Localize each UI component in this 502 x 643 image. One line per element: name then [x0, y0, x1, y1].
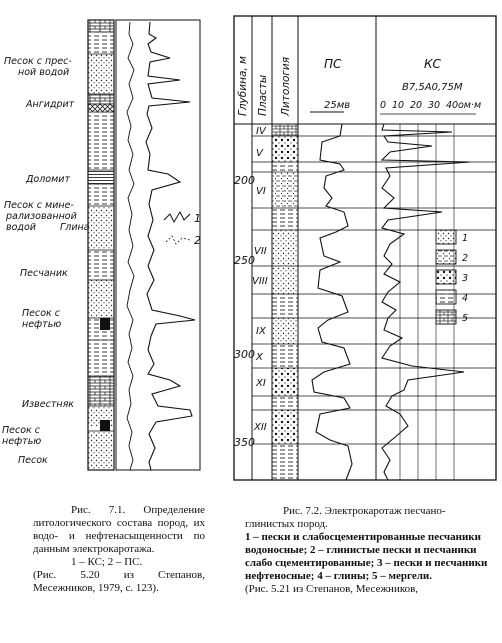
layer-viii: VIII [252, 276, 268, 287]
caption1-source: (Рис. 5.20 из Степанов, Месежников, 1979, с. 123). [33, 569, 205, 594]
col-header-ps: ПС [324, 57, 342, 71]
label-clay: Глина [60, 222, 90, 233]
depth-300: 300 [234, 348, 255, 361]
legend-2: 2 [462, 253, 469, 264]
label-limestone: Известняк [22, 399, 75, 410]
ks-probe-label: B7,5A0,75M [402, 82, 463, 93]
layer-xii: XII [254, 422, 267, 433]
layer-vii: VII [254, 246, 267, 257]
curve-label-1: 1 [194, 212, 201, 225]
figure-7-2 [232, 12, 498, 484]
layer-ix: IX [256, 326, 266, 337]
caption2-source: (Рис. 5.21 из Степанов, Месежников, [245, 583, 419, 595]
ks-tick-20: 20 [410, 100, 423, 111]
depth-200: 200 [234, 174, 255, 187]
caption1-title: Рис. 7.1. Определение литологического состава пород, их водо- и нефтенасыщенности по данным электрокаротажа. [33, 504, 205, 555]
ks-tick-30: 30 [428, 100, 441, 111]
layer-vi: VI [256, 186, 266, 197]
legend-fig2 [436, 230, 468, 324]
ks-tick-40: 40 [446, 100, 459, 111]
layer-x: X [256, 352, 263, 363]
legend-curve-2 [166, 236, 190, 244]
label-sand: Песок [18, 455, 48, 466]
figure-7-1 [2, 14, 230, 476]
ps-curve [127, 22, 134, 470]
legend-4: 4 [462, 293, 469, 304]
lithology-column-2 [272, 124, 298, 480]
ks-curve [146, 22, 195, 470]
col-header-layers: Пласты [257, 74, 269, 116]
ks-curve-2 [382, 124, 470, 480]
label-sandstone: Песчаник [20, 268, 68, 279]
label-oil-sand-2b: нефтью [2, 436, 42, 447]
lithology-column [88, 20, 114, 470]
depth-250: 250 [234, 254, 255, 267]
curve-label-2: 2 [194, 234, 201, 247]
ps-curve-2 [312, 124, 352, 480]
caption1-legend: 1 – КС; 2 – ПС. [71, 556, 143, 568]
caption-fig-7-1 [33, 504, 205, 595]
ks-tick-0: 0 [380, 100, 387, 111]
depth-350: 350 [234, 436, 255, 449]
label-mineral-sand-1: Песок с мине- [4, 200, 74, 211]
label-dolomite: Доломит [26, 174, 70, 185]
label-oil-sand-2a: Песок с [2, 425, 41, 436]
label-mineral-sand-2: рализованной [6, 211, 77, 222]
col-header-lithology: Литология [280, 56, 292, 116]
curves-panel [116, 20, 200, 470]
legend-5: 5 [462, 313, 469, 324]
ps-scale-label: 25мв [324, 100, 351, 111]
label-oil-sand-1b: нефтью [22, 319, 62, 330]
label-fresh-sand-2: ной водой [18, 67, 70, 78]
label-fresh-sand-1: Песок с прес- [4, 56, 72, 67]
label-oil-sand-1a: Песок с [22, 308, 61, 319]
col-header-depth: Глубина, м [237, 56, 249, 116]
col-header-ks: КС [424, 57, 441, 71]
caption2-legend: 1 – пески и слабосцементированные песчаники водоносные; 2 – глинистые пески и песчаники слабо сцементированные; 3 – пески и песчаники нефтеносные; 4 – глины; 5 – мергели. [245, 531, 488, 582]
legend-3: 3 [462, 273, 469, 284]
ks-tick-10: 10 [392, 100, 405, 111]
label-mineral-sand-3: водой [6, 222, 36, 233]
caption2-title: Рис. 7.2. Электрокаротаж песчано-глинистых пород. [245, 505, 446, 530]
layer-v: V [256, 148, 263, 159]
legend-1: 1 [462, 233, 469, 244]
ks-tick-unit: ом·м [458, 100, 482, 111]
legend-curve-1 [164, 212, 190, 222]
layer-iv: IV [256, 126, 266, 137]
caption-fig-7-2 [245, 505, 495, 596]
label-anhydrite: Ангидрит [26, 99, 75, 110]
layer-xi: XI [256, 378, 266, 389]
